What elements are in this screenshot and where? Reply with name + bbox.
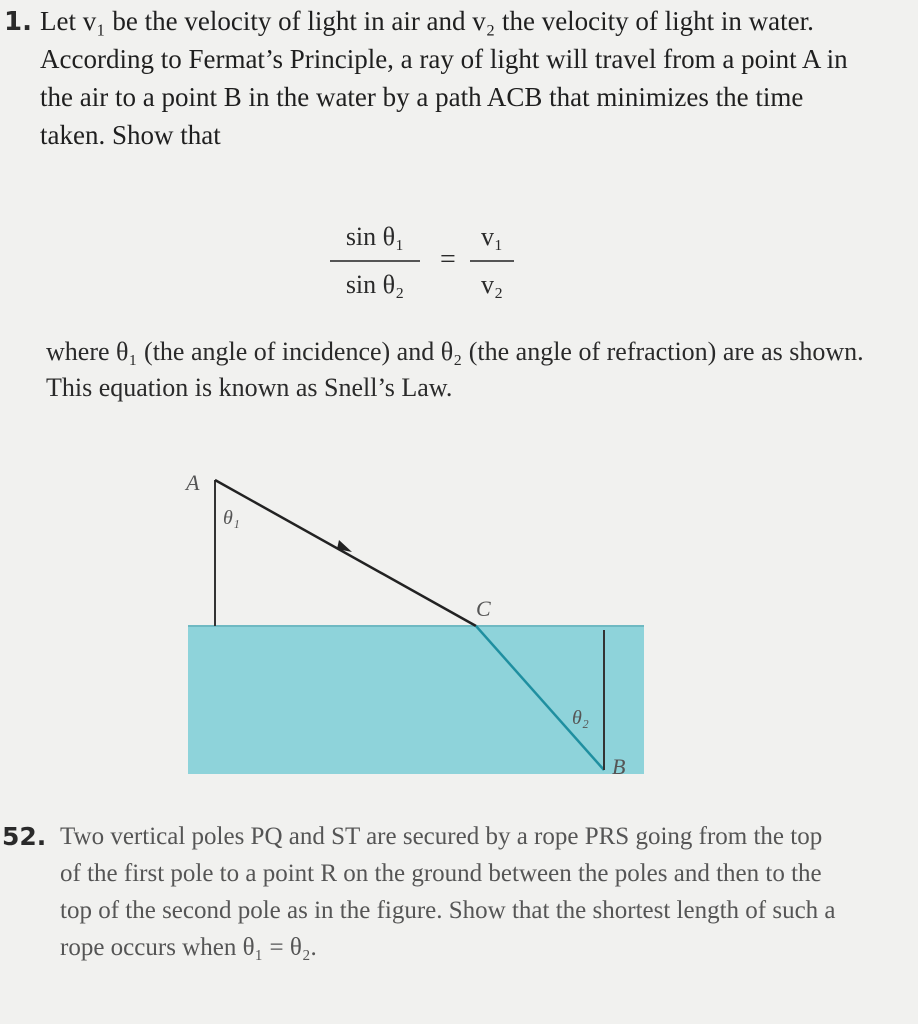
label-c: C	[476, 596, 491, 621]
problem-52	[2, 818, 902, 961]
incident-ray	[215, 480, 476, 626]
problem-number: 1.	[4, 7, 32, 37]
label-theta1: θ₁	[223, 507, 240, 529]
label-theta2: θ₂	[572, 707, 589, 729]
problem-number: 52.	[2, 822, 47, 851]
label-a: A	[186, 470, 200, 495]
left-numerator: sin θ₁	[345, 222, 405, 251]
equals-sign: =	[440, 244, 456, 275]
water-region	[188, 626, 644, 774]
problem-51-text: Let v₁ be the velocity of light in air and v₂ the velocity of light in water. According to Fermat’s Principle, a ray of light will travel from a point A in the air to a point B in the water by a path ACB that minimizes the time taken. Show that	[40, 6, 848, 150]
right-denominator: v₂	[480, 270, 504, 299]
explanation-text: where θ₁ (the angle of incidence) and θ₂ (the angle of refraction) are as shown. This equation is known as Snell’s Law.	[46, 337, 864, 402]
problem-52-text: Two vertical poles PQ and ST are secured by a rope PRS going from the top of the first pole to a point R on the ground between the poles and then to the top of the second pole as in the figure. Show that the shortest length of such a rope occurs when θ₁ = θ₂.	[60, 823, 836, 961]
left-denominator: sin θ₂	[345, 270, 405, 299]
right-numerator: v₁	[480, 222, 504, 251]
label-b: B	[612, 754, 626, 779]
